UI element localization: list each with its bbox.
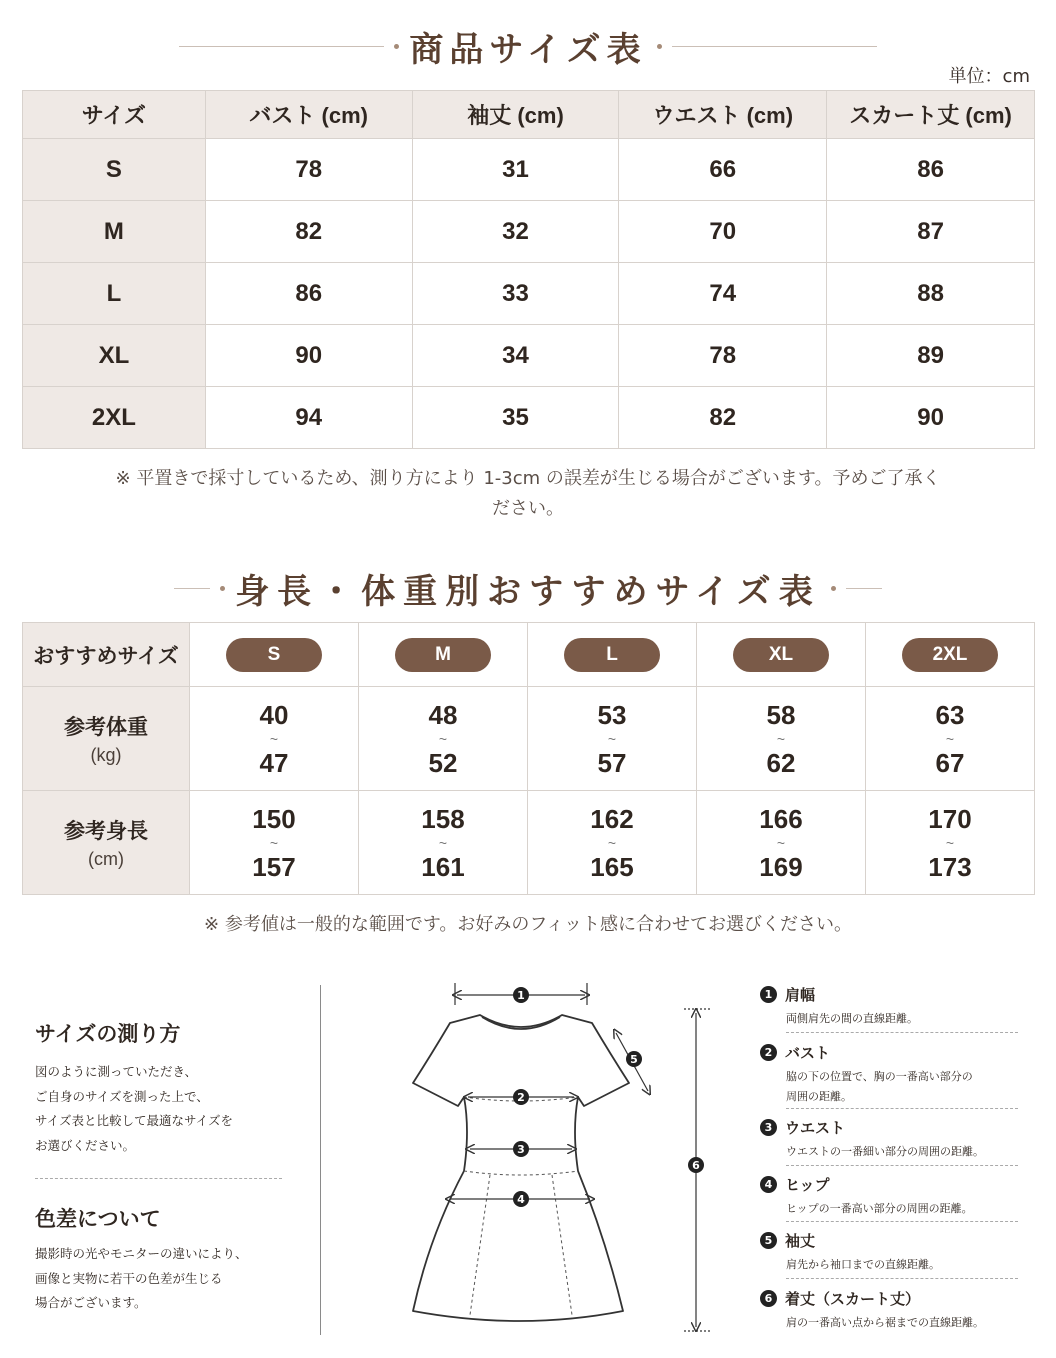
tilde: ~ (269, 730, 279, 747)
weight-cell (528, 687, 697, 791)
range-min: 58 (766, 699, 796, 730)
range-max: 67 (935, 747, 965, 778)
legend-item-sleeve (760, 1230, 1018, 1275)
size-cell: L (23, 263, 206, 325)
waist-cell: 82 (619, 387, 827, 449)
weight-cell (190, 687, 359, 791)
size-pill-cell (866, 623, 1035, 687)
range-max: 169 (759, 851, 803, 882)
legend-desc: 周囲の距離。 (786, 1090, 852, 1103)
height-cell (528, 791, 697, 895)
legend-number: 4 (760, 1176, 777, 1193)
waist-cell: 66 (619, 139, 827, 201)
size-pill-cell (697, 623, 866, 687)
weight-label: 参考体重 (64, 716, 148, 739)
legend-item-waist (760, 1117, 1018, 1162)
tilde: ~ (945, 730, 955, 747)
sleeve-cell: 33 (412, 263, 619, 325)
range-min: 162 (590, 803, 634, 834)
bust-cell: 86 (205, 263, 412, 325)
table-row (23, 387, 1035, 449)
size-chart-title: 商品サイズ表 (409, 29, 647, 70)
legend-title: ウエスト (785, 1119, 846, 1137)
title-dot-left (394, 44, 399, 49)
range-max: 52 (428, 747, 458, 778)
tilde: ~ (607, 834, 617, 851)
dashed-divider (35, 1178, 282, 1179)
range-max: 161 (421, 851, 465, 882)
title-dot-left (220, 586, 225, 591)
height-cell (190, 791, 359, 895)
header-bust: バスト (cm) (205, 91, 412, 139)
legend-divider (786, 1278, 1018, 1279)
legend-title: 肩幅 (785, 986, 816, 1004)
recommend-note: ※ 参考値は一般的な範囲です。お好みのフィット感に合わせてお選びください。 (204, 914, 852, 935)
color-difference-title: 色差について (35, 1207, 161, 1231)
weight-cell (697, 687, 866, 791)
header-waist: ウエスト (cm) (619, 91, 827, 139)
range-max: 157 (252, 851, 296, 882)
legend-divider (786, 1108, 1018, 1109)
marker-label: 5 (630, 1053, 638, 1066)
size-cell: S (23, 139, 206, 201)
text-line: サイズ表と比較して最適なサイズを (35, 1113, 234, 1128)
legend-desc: ヒップの一番高い部分の周囲の距離。 (786, 1202, 973, 1215)
title-divider-left (174, 588, 210, 589)
size-table-header-row (23, 91, 1035, 139)
marker-label: 1 (517, 989, 525, 1002)
marker-1 (513, 987, 529, 1003)
weight-cell (866, 687, 1035, 791)
legend-item-length (760, 1288, 1018, 1333)
recommend-table (22, 622, 1035, 895)
height-cell (866, 791, 1035, 895)
tilde: ~ (438, 834, 448, 851)
legend-title: バスト (785, 1044, 831, 1062)
size-pill-cell (190, 623, 359, 687)
range-min: 63 (935, 699, 965, 730)
marker-2 (513, 1089, 529, 1105)
recommend-chart-title-bar (0, 562, 1056, 614)
legend-number: 5 (760, 1232, 777, 1249)
text-line: 場合がございます。 (35, 1295, 147, 1310)
table-row (23, 201, 1035, 263)
vertical-divider (320, 985, 321, 1335)
waist-cell: 78 (619, 325, 827, 387)
title-divider-left (179, 46, 384, 47)
tilde: ~ (438, 730, 448, 747)
note-line: ださい。 (492, 498, 564, 519)
header-size: サイズ (23, 91, 206, 139)
size-cell: M (23, 201, 206, 263)
skirt-cell: 90 (827, 387, 1035, 449)
height-cell (359, 791, 528, 895)
how-to-measure-text (35, 1060, 233, 1158)
skirt-cell: 89 (827, 325, 1035, 387)
skirt-cell: 87 (827, 201, 1035, 263)
marker-5 (626, 1051, 642, 1067)
size-pill: XL (733, 638, 829, 672)
sleeve-cell: 32 (412, 201, 619, 263)
recommend-chart-title: 身長・体重別おすすめサイズ表 (235, 571, 821, 612)
tilde: ~ (607, 730, 617, 747)
marker-label: 6 (692, 1159, 700, 1172)
marker-4 (513, 1191, 529, 1207)
range-min: 158 (421, 803, 465, 834)
height-row (23, 791, 1035, 895)
range-max: 165 (590, 851, 634, 882)
table-row (23, 325, 1035, 387)
legend-title: 着丈（スカート丈） (785, 1290, 921, 1308)
size-pill: M (395, 638, 491, 672)
legend-number: 1 (760, 986, 777, 1003)
range-min: 40 (259, 699, 289, 730)
size-chart-note (40, 464, 1016, 524)
height-unit: (cm) (88, 849, 124, 869)
sleeve-cell: 35 (412, 387, 619, 449)
range-min: 150 (252, 803, 296, 834)
marker-3 (513, 1141, 529, 1157)
height-label-cell (23, 791, 190, 895)
sleeve-cell: 34 (412, 325, 619, 387)
header-sleeve: 袖丈 (cm) (412, 91, 619, 139)
range-min: 170 (928, 803, 972, 834)
marker-label: 2 (517, 1091, 525, 1104)
tilde: ~ (945, 834, 955, 851)
legend-divider (786, 1165, 1018, 1166)
text-line: 撮影時の光やモニターの違いにより、 (35, 1246, 248, 1261)
weight-cell (359, 687, 528, 791)
marker-label: 3 (517, 1143, 525, 1156)
skirt-cell: 88 (827, 263, 1035, 325)
color-difference-text (35, 1242, 248, 1316)
sleeve-cell: 31 (412, 139, 619, 201)
dress-measurement-diagram (400, 975, 740, 1345)
legend-title: 袖丈 (785, 1232, 816, 1250)
legend-desc: 肩先から袖口までの直線距離。 (786, 1258, 940, 1271)
bust-cell: 90 (205, 325, 412, 387)
range-max: 173 (928, 851, 972, 882)
size-pill-cell (359, 623, 528, 687)
text-line: ご自身のサイズを測った上で、 (35, 1088, 209, 1104)
legend-divider (786, 1032, 1018, 1033)
title-dot-right (831, 586, 836, 591)
size-cell: XL (23, 325, 206, 387)
legend-item-hip (760, 1174, 1018, 1219)
size-pill: 2XL (902, 638, 998, 672)
legend-desc: 両側肩先の間の直線距離。 (786, 1012, 918, 1025)
legend-item-bust (760, 1042, 1018, 1107)
weight-unit: (kg) (90, 745, 122, 765)
text-line: 画像と実物に若干の色差が生じる (35, 1270, 223, 1286)
tilde: ~ (776, 834, 786, 851)
range-min: 48 (428, 699, 458, 730)
weight-label-cell (23, 687, 190, 791)
height-label: 参考身長 (64, 820, 148, 843)
bust-cell: 94 (205, 387, 412, 449)
size-pill: L (564, 638, 660, 672)
waist-cell: 70 (619, 201, 827, 263)
recommend-size-row (23, 623, 1035, 687)
legend-divider (786, 1221, 1018, 1222)
table-row (23, 263, 1035, 325)
height-cell (697, 791, 866, 895)
weight-row (23, 687, 1035, 791)
range-min: 166 (759, 803, 803, 834)
legend-number: 3 (760, 1119, 777, 1136)
legend-title: ヒップ (785, 1176, 830, 1194)
unit-label: 単位：cm (948, 66, 1030, 87)
how-to-measure-title: サイズの測り方 (35, 1022, 181, 1046)
title-divider-right (672, 46, 877, 47)
legend-item-shoulder (760, 984, 1018, 1029)
skirt-cell: 86 (827, 139, 1035, 201)
legend-desc: ウエストの一番細い部分の周囲の距離。 (786, 1145, 984, 1158)
size-chart-title-bar (0, 22, 1056, 70)
text-line: 図のように測っていただき、 (35, 1064, 198, 1079)
size-pill-cell (528, 623, 697, 687)
dress-outline (413, 1015, 629, 1321)
header-skirt-length: スカート丈 (cm) (827, 91, 1035, 139)
tilde: ~ (776, 730, 786, 747)
note-line: ※ 平置きで採寸しているため、測り方により 1-3cm の誤差が生じる場合がございます。予めご了承く (115, 468, 941, 489)
legend-number: 2 (760, 1044, 777, 1061)
marker-label: 4 (517, 1193, 525, 1206)
range-max: 57 (597, 747, 627, 778)
title-divider-right (846, 588, 882, 589)
legend-number: 6 (760, 1290, 777, 1307)
range-max: 47 (259, 747, 289, 778)
recommend-size-label: おすすめサイズ (23, 623, 190, 687)
table-row (23, 139, 1035, 201)
legend-desc: 脇の下の位置で、胸の一番高い部分の (786, 1070, 973, 1083)
bust-cell: 78 (205, 139, 412, 201)
size-pill: S (226, 638, 322, 672)
size-table (22, 90, 1035, 449)
marker-6 (688, 1157, 704, 1173)
range-max: 62 (766, 747, 796, 778)
legend-desc: 肩の一番高い点から裾までの直線距離。 (786, 1316, 984, 1329)
range-min: 53 (597, 699, 627, 730)
tilde: ~ (269, 834, 279, 851)
title-dot-right (657, 44, 662, 49)
bust-cell: 82 (205, 201, 412, 263)
size-cell: 2XL (23, 387, 206, 449)
waist-cell: 74 (619, 263, 827, 325)
text-line: お選びください。 (35, 1137, 136, 1153)
